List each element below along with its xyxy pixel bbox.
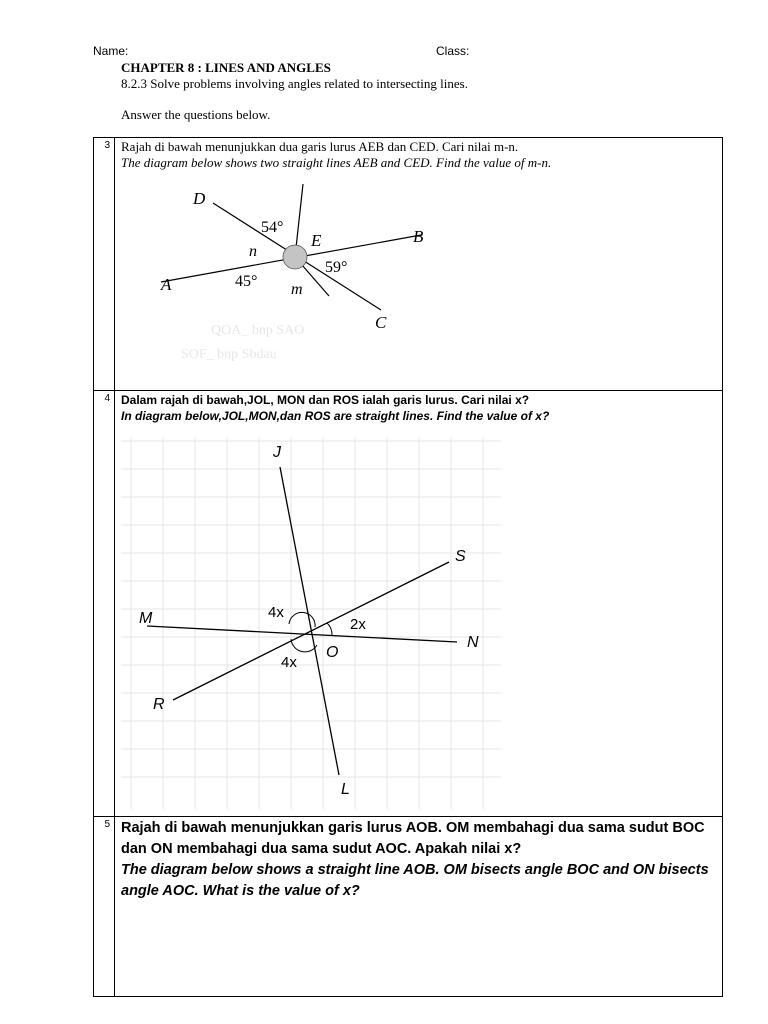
- angle-label-45: 45°: [235, 273, 258, 290]
- question-text-malay: Rajah di bawah menunjukkan garis lurus AOB. OM membahagi dua sama sudut BOC dan ON membahagi dua sama sudut AOC. Apakah nilai x?: [121, 820, 705, 857]
- point-label-n: N: [467, 634, 479, 651]
- svg-text:SOF_ bnp Sbdau: SOF_ bnp Sbdau: [181, 347, 277, 362]
- line-ros: [173, 562, 449, 700]
- point-label-l: L: [341, 781, 350, 798]
- point-label-r: R: [153, 696, 165, 713]
- point-label-o: O: [326, 644, 339, 661]
- angle-label-54: 54°: [261, 219, 284, 236]
- question-text-english: In diagram below,JOL,MON,dan ROS are straight lines. Find the value of x?: [121, 409, 550, 423]
- angle-arc-top: [289, 612, 315, 627]
- instruction-text: Answer the questions below.: [121, 107, 271, 122]
- angle-label-4x-bottom: 4x: [281, 654, 297, 671]
- angle-label-m: m: [291, 281, 303, 298]
- question-3-diagram: [121, 174, 441, 384]
- learning-objective: 8.2.3 Solve problems involving angles related to intersecting lines.: [121, 76, 468, 91]
- svg-text:QOA_ bnp SAO: QOA_ bnp SAO: [211, 323, 305, 338]
- question-text-english: The diagram below shows a straight line AOB. OM bisects angle BOC and ON bisects angle AOC. What is the value of x?: [121, 862, 709, 899]
- questions-table: [93, 137, 723, 997]
- angle-label-59: 59°: [325, 259, 348, 276]
- angle-label-4x-top: 4x: [268, 604, 284, 621]
- question-text-malay: Rajah di bawah menunjukkan dua garis lurus AEB dan CED. Cari nilai m-n.: [121, 139, 519, 154]
- question-4-diagram: [121, 437, 501, 809]
- name-label: Name:: [93, 44, 129, 58]
- question-text-malay: Dalam rajah di bawah,JOL, MON dan ROS ialah garis lurus. Cari nilai x?: [121, 393, 530, 407]
- question-number: 3: [94, 138, 115, 390]
- point-label-d: D: [193, 189, 206, 208]
- angle-arc-shading: [283, 245, 307, 269]
- angle-label-2x: 2x: [350, 616, 366, 633]
- class-label: Class:: [436, 44, 470, 58]
- question-number: 5: [94, 817, 115, 996]
- point-label-b: B: [413, 227, 424, 246]
- angle-label-n: n: [249, 243, 257, 260]
- point-label-e: E: [311, 231, 322, 250]
- point-label-c: C: [375, 313, 387, 332]
- point-label-s: S: [455, 548, 466, 565]
- point-label-m: M: [139, 610, 153, 627]
- chapter-title: CHAPTER 8 : LINES AND ANGLES: [121, 60, 331, 75]
- point-label-j: J: [273, 444, 281, 461]
- question-row-5: [94, 817, 722, 996]
- question-text-english: The diagram below shows two straight lines AEB and CED. Find the value of m-n.: [121, 155, 552, 170]
- question-number: 4: [94, 391, 115, 816]
- angle-arc-right: [327, 623, 332, 635]
- question-row-3: [94, 138, 722, 391]
- point-label-a: A: [161, 275, 172, 294]
- line-mon: [147, 626, 457, 642]
- question-row-4: [94, 391, 722, 817]
